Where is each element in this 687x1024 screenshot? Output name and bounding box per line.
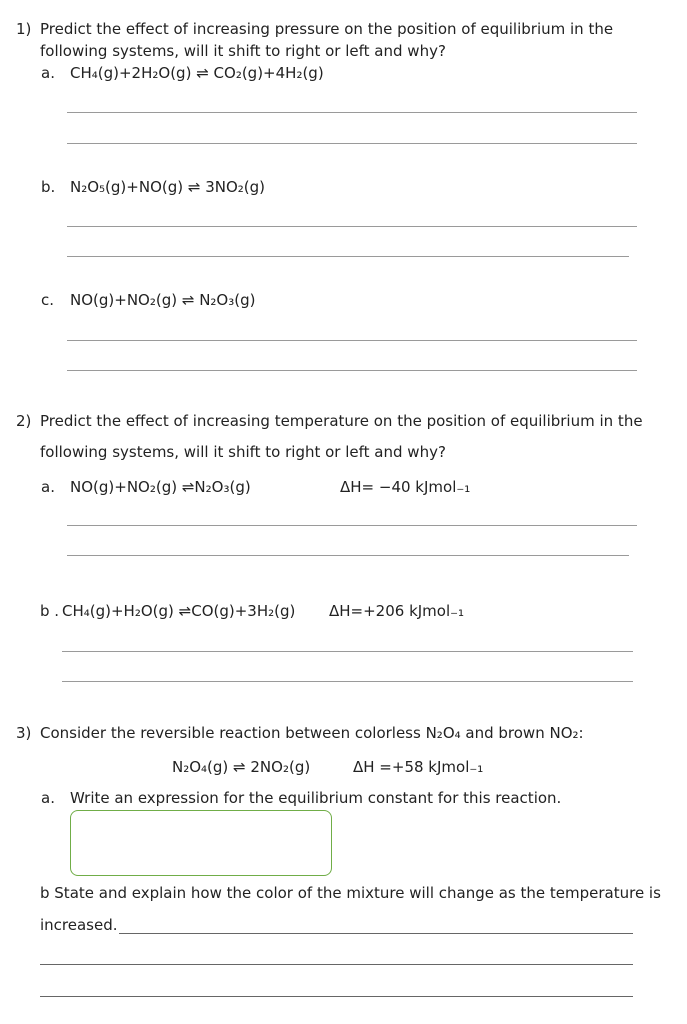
- q2-text-line1: Predict the effect of increasing temperature on the position of equilibrium in the: [40, 412, 643, 430]
- q3a-text: Write an expression for the equilibrium constant for this reaction.: [70, 789, 562, 807]
- q3-number: 3): [16, 724, 32, 742]
- q1a-answer-line-2[interactable]: [67, 143, 637, 144]
- q3a-answer-box[interactable]: [70, 810, 332, 876]
- q3b-text-line1: b State and explain how the color of the mixture will change as the temperature is: [40, 884, 661, 902]
- q1a-equation: CH₄(g)+2H₂O(g) ⇌ CO₂(g)+4H₂(g): [70, 64, 324, 82]
- q2-number: 2): [16, 412, 32, 430]
- q2b-answer-line-1[interactable]: [62, 651, 633, 652]
- q1c-equation: NO(g)+NO₂(g) ⇌ N₂O₃(g): [70, 291, 256, 309]
- q1b-label: b.: [41, 178, 56, 196]
- q2b-equation: CH₄(g)+H₂O(g) ⇌CO(g)+3H₂(g): [62, 602, 296, 620]
- q1c-answer-line-1[interactable]: [67, 340, 637, 341]
- q2b-label: b .: [40, 602, 60, 620]
- q2a-answer-line-2[interactable]: [67, 555, 629, 556]
- q2a-answer-line-1[interactable]: [67, 525, 637, 526]
- q3b-answer-line-3[interactable]: [40, 996, 633, 997]
- q1-number: 1): [16, 20, 32, 38]
- q3-intro: Consider the reversible reaction between colorless N₂O₄ and brown NO₂:: [40, 724, 584, 742]
- q2-text-line2: following systems, will it shift to right or left and why?: [40, 443, 446, 461]
- q1-text-line2: following systems, will it shift to right or left and why?: [40, 42, 446, 60]
- q3-equation: N₂O₄(g) ⇌ 2NO₂(g): [172, 758, 311, 776]
- q1b-answer-line-2[interactable]: [67, 256, 629, 257]
- q2a-equation: NO(g)+NO₂(g) ⇌N₂O₃(g): [70, 478, 251, 496]
- q2b-enthalpy: ΔH=+206 kJmol₋₁: [329, 602, 465, 620]
- q2b-answer-line-2[interactable]: [62, 681, 633, 682]
- q3b-answer-line-2[interactable]: [40, 964, 633, 965]
- q1-text-line1: Predict the effect of increasing pressure on the position of equilibrium in the: [40, 20, 614, 38]
- q3a-label: a.: [41, 789, 55, 807]
- q1b-equation: N₂O₅(g)+NO(g) ⇌ 3NO₂(g): [70, 178, 266, 196]
- q3b-answer-line-1[interactable]: [119, 933, 633, 934]
- q2a-enthalpy: ΔH= −40 kJmol₋₁: [340, 478, 471, 496]
- q1b-answer-line-1[interactable]: [67, 226, 637, 227]
- q3-enthalpy: ΔH =+58 kJmol₋₁: [353, 758, 484, 776]
- q2a-label: a.: [41, 478, 55, 496]
- q1c-answer-line-2[interactable]: [67, 370, 637, 371]
- q3b-text-line2: increased.: [40, 916, 118, 934]
- q1c-label: c.: [41, 291, 55, 309]
- q1a-label: a.: [41, 64, 55, 82]
- q1a-answer-line-1[interactable]: [67, 112, 637, 113]
